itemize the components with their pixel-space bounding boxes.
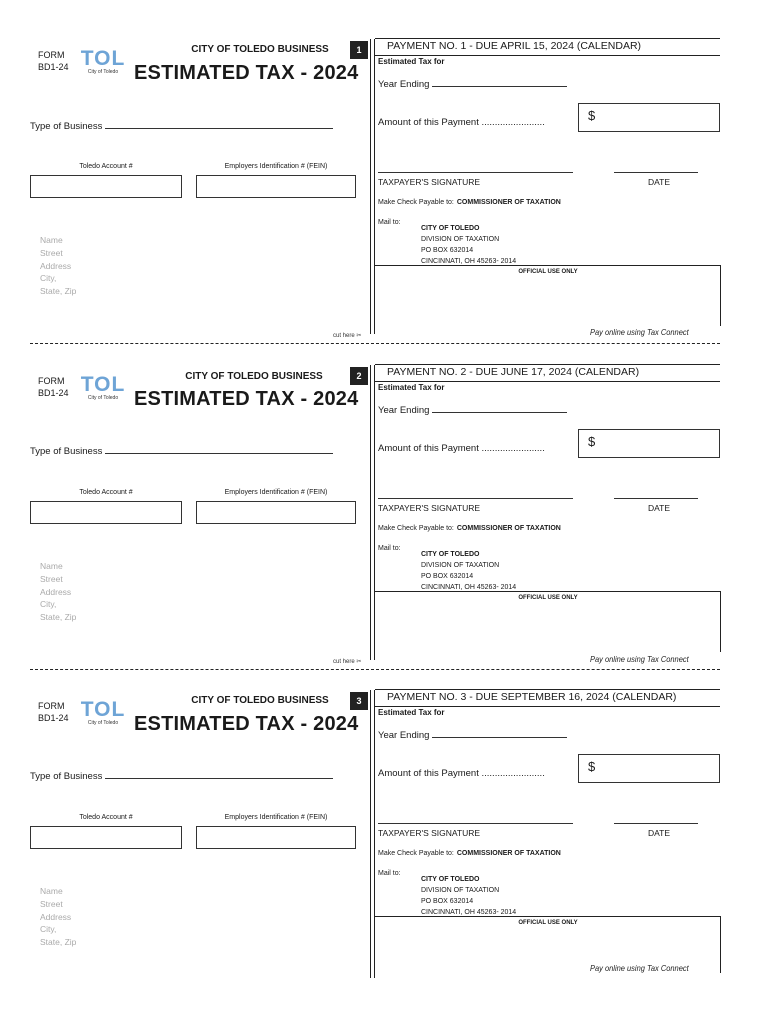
toledo-logo: TOL City of Toledo <box>80 373 126 401</box>
form-label: FORM BD1-24 <box>38 376 69 398</box>
fein-label: Employers Identification # (FEIN) <box>224 163 328 170</box>
org-title: CITY OF TOLEDO BUSINESS <box>191 695 329 706</box>
signature-line[interactable] <box>378 498 573 499</box>
date-label: DATE <box>648 503 671 513</box>
divider <box>375 38 720 39</box>
fein-input[interactable] <box>196 826 356 849</box>
divider <box>375 364 720 365</box>
payable-to: Make Check Payable to: COMMISSIONER OF TAXATION <box>378 525 561 532</box>
cut-line <box>30 343 720 344</box>
payable-to: Make Check Payable to: COMMISSIONER OF TAXATION <box>378 199 561 206</box>
estimated-tax-for-label: Estimated Tax for <box>378 383 445 392</box>
address-block: Name Street Address City, State, Zip <box>40 235 77 297</box>
date-line[interactable] <box>614 498 698 499</box>
toledo-account-input[interactable] <box>30 175 182 198</box>
amount-input[interactable]: $ <box>578 754 720 783</box>
year-ending-field[interactable]: Year Ending <box>378 76 567 90</box>
payment-title: PAYMENT NO. 1 - DUE APRIL 15, 2024 (CALENDAR) <box>387 40 642 52</box>
mail-to-label: Mail to: <box>378 545 401 552</box>
mail-address: CITY OF TOLEDO DIVISION OF TAXATION PO BOX 632014 CINCINNATI, OH 45263- 2014 <box>421 876 517 916</box>
address-block: Name Street Address City, State, Zip <box>40 561 77 623</box>
divider <box>375 381 720 382</box>
voucher-1 <box>0 35 770 360</box>
date-label: DATE <box>648 177 671 187</box>
amount-label: Amount of this Payment ........................ <box>378 443 545 454</box>
signature-label: TAXPAYER'S SIGNATURE <box>378 503 481 513</box>
divider <box>370 690 371 978</box>
pay-online-text: Pay online using Tax Connect <box>590 963 689 973</box>
form-title: ESTIMATED TAX - 2024 <box>134 713 359 735</box>
amount-input[interactable]: $ <box>578 103 720 132</box>
payment-title: PAYMENT NO. 3 - DUE SEPTEMBER 16, 2024 (CALENDAR) <box>387 691 677 703</box>
toledo-account-label: Toledo Account # <box>79 814 133 821</box>
cut-line <box>30 669 720 670</box>
amount-label: Amount of this Payment ........................ <box>378 768 545 779</box>
mail-to-label: Mail to: <box>378 219 401 226</box>
org-title: CITY OF TOLEDO BUSINESS <box>185 371 323 382</box>
amount-input[interactable]: $ <box>578 429 720 458</box>
fein-label: Employers Identification # (FEIN) <box>224 489 328 496</box>
official-use-box: OFFICIAL USE ONLY <box>375 591 721 652</box>
divider <box>370 365 371 660</box>
fein-input[interactable] <box>196 175 356 198</box>
fein-label: Employers Identification # (FEIN) <box>224 814 328 821</box>
form-title: ESTIMATED TAX - 2024 <box>134 388 359 410</box>
form-label: FORM BD1-24 <box>38 701 69 723</box>
address-block: Name Street Address City, State, Zip <box>40 886 77 948</box>
toledo-account-input[interactable] <box>30 501 182 524</box>
voucher-number-badge: 1 <box>350 41 368 59</box>
toledo-account-label: Toledo Account # <box>79 489 133 496</box>
fein-input[interactable] <box>196 501 356 524</box>
signature-label: TAXPAYER'S SIGNATURE <box>378 828 481 838</box>
signature-line[interactable] <box>378 823 573 824</box>
amount-label: Amount of this Payment ........................ <box>378 117 545 128</box>
payable-to: Make Check Payable to: COMMISSIONER OF TAXATION <box>378 850 561 857</box>
type-of-business-field[interactable]: Type of Business <box>30 118 333 132</box>
voucher-number-badge: 2 <box>350 367 368 385</box>
pay-online-text: Pay online using Tax Connect <box>590 654 689 664</box>
date-label: DATE <box>648 828 671 838</box>
divider <box>375 706 720 707</box>
date-line[interactable] <box>614 823 698 824</box>
estimated-tax-for-label: Estimated Tax for <box>378 57 445 66</box>
mail-address: CITY OF TOLEDO DIVISION OF TAXATION PO BOX 632014 CINCINNATI, OH 45263- 2014 <box>421 225 517 265</box>
toledo-account-input[interactable] <box>30 826 182 849</box>
cut-here-label: cut here ✂ <box>333 659 362 665</box>
form-title: ESTIMATED TAX - 2024 <box>134 62 359 84</box>
voucher-number-badge: 3 <box>350 692 368 710</box>
type-of-business-field[interactable]: Type of Business <box>30 768 333 782</box>
signature-line[interactable] <box>378 172 573 173</box>
toledo-account-label: Toledo Account # <box>79 163 133 170</box>
org-title: CITY OF TOLEDO BUSINESS <box>191 44 329 55</box>
official-use-box: OFFICIAL USE ONLY <box>375 916 721 973</box>
mail-to-label: Mail to: <box>378 870 401 877</box>
toledo-logo: TOL City of Toledo <box>80 698 126 726</box>
date-line[interactable] <box>614 172 698 173</box>
form-label: FORM BD1-24 <box>38 50 69 72</box>
divider <box>370 39 371 334</box>
payment-title: PAYMENT NO. 2 - DUE JUNE 17, 2024 (CALENDAR) <box>387 366 640 378</box>
official-use-box: OFFICIAL USE ONLY <box>375 265 721 326</box>
estimated-tax-for-label: Estimated Tax for <box>378 708 445 717</box>
divider <box>375 55 720 56</box>
year-ending-field[interactable]: Year Ending <box>378 727 567 741</box>
divider <box>375 689 720 690</box>
signature-label: TAXPAYER'S SIGNATURE <box>378 177 481 187</box>
voucher-3 <box>0 686 770 1011</box>
mail-address: CITY OF TOLEDO DIVISION OF TAXATION PO BOX 632014 CINCINNATI, OH 45263- 2014 <box>421 551 517 591</box>
pay-online-text: Pay online using Tax Connect <box>590 327 689 337</box>
toledo-logo: TOL City of Toledo <box>80 47 126 75</box>
type-of-business-field[interactable]: Type of Business <box>30 443 333 457</box>
voucher-2 <box>0 361 770 686</box>
year-ending-field[interactable]: Year Ending <box>378 402 567 416</box>
cut-here-label: cut here ✂ <box>333 333 362 339</box>
